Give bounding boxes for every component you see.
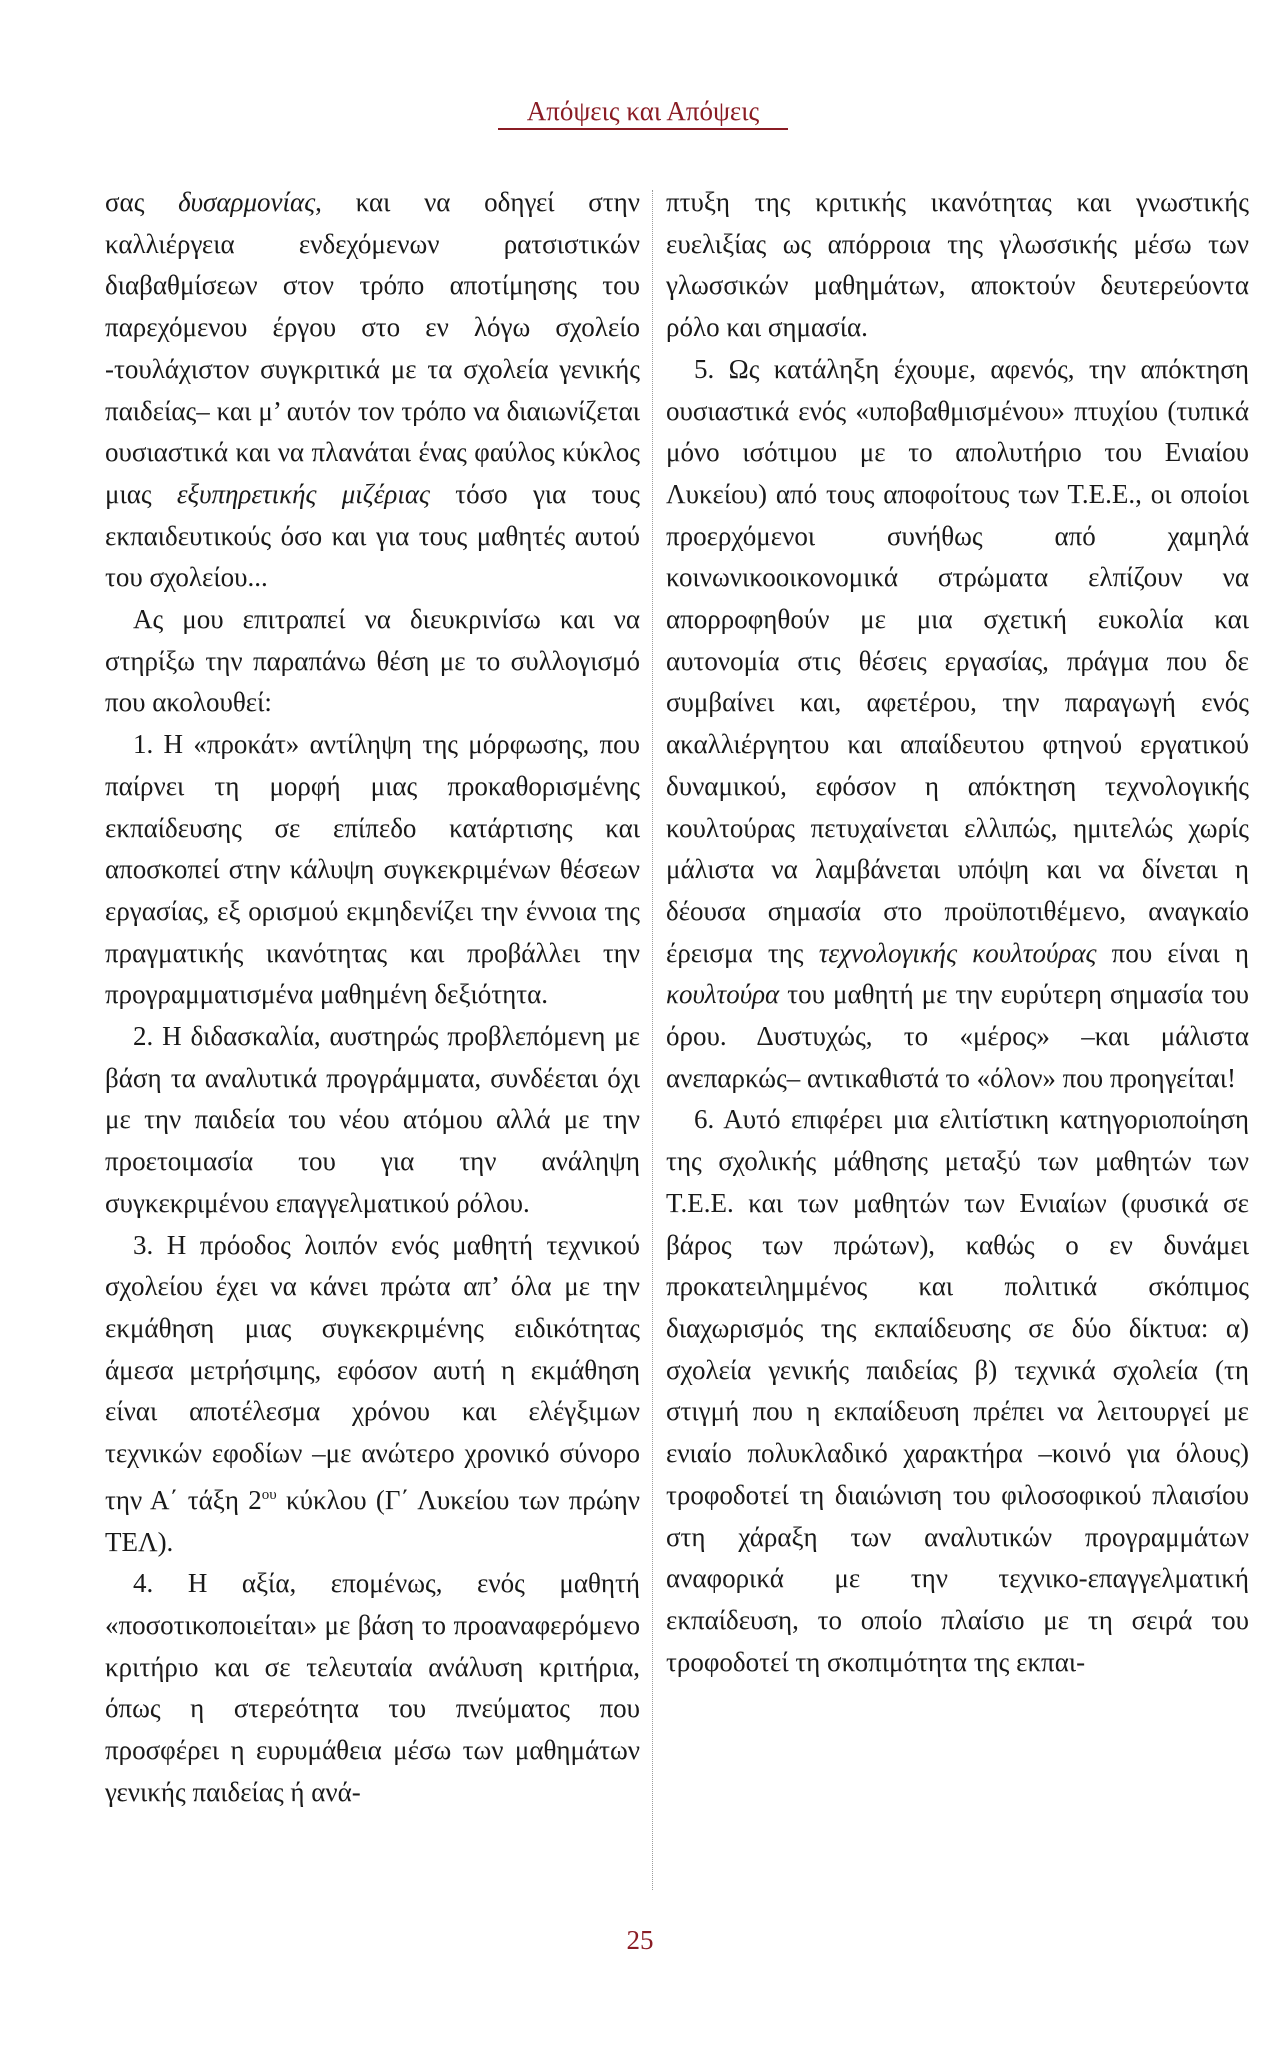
text-run: 3. Η πρόοδος λοιπόν ενός μαθητή τεχνικού σχολείου έχει να κάνει πρώτα απ’ όλα με την εκμάθηση μιας συγκεκριμένης ειδικότητας άμεσα μετρήσιμης, εφόσον αυτή η εκμάθηση είναι αποτέλεσμα χρόνου και ελέγξιμων τεχνικών εφοδίων –με ανώτερο χρονικό σύνορο την Α΄ τάξη 2 — [105, 1229, 640, 1515]
text-run: κύκλου (Γ΄ Λυκείου των πρώην ΤΕΛ). — [105, 1484, 640, 1557]
text-run: 5. Ως κατάληξη έχουμε, αφενός, την απόκτηση ουσιαστικά ενός «υποβαθμισμένου» πτυχίου (τυπικά μόνο ισότιμου με το απολυτήριο του Ενιαίου Λυκείου) από τους αποφοίτους των Τ.Ε.Ε., οι οποίοι προερχόμενοι συνήθως από χαμηλά κοινωνικοοικονομικά στρώματα ελπίζουν να απορροφηθούν με μια σχετική ευκολία και αυτονομία στις θέσεις εργασίας, πράγμα που δε συμβαίνει και, αφετέρου, την παραγωγή ενός ακαλλιέργητου και απαίδευτου φτηνού εργατικού δυναμικού, εφόσον η απόκτηση τεχνολογικής κουλτούρας πετυχαίνεται ελλιπώς, ημιτελώς χωρίς μάλιστα να λαμβάνεται υπόψη και να δίνεται η δέουσα σημασία στο προϋποτιθέμενο, αναγκαίο έρεισμα της — [666, 353, 1249, 968]
right-column — [666, 182, 1249, 1683]
emphasis: τεχνολογικής κουλτούρας — [818, 937, 1097, 968]
emphasis: κουλτούρα — [666, 979, 780, 1010]
paragraph: 4. Η αξία, επομένως, ενός μαθητή «ποσοτικοποιείται» με βάση το προαναφερόμενο κριτήριο και σε τελευταία ανάλυση κριτήρια, όπως η στερεότητα του πνεύματος που προσφέρει η ευρυμάθεια μέσω των μαθημάτων γενικής παιδείας ή ανά- — [105, 1568, 640, 1807]
text-run: σας — [105, 187, 179, 217]
text-run: τόσο για τους εκπαιδευτικούς όσο και για τους μαθητές αυτού του σχολείου... — [105, 478, 640, 593]
running-header: Απόψεις και Απόψεις — [526, 96, 760, 126]
paragraph — [105, 1225, 640, 1564]
superscript: ου — [261, 1486, 277, 1503]
paragraph — [105, 182, 640, 599]
page-number: 25 — [626, 1925, 654, 1955]
emphasis: εξυπηρετικής μιζέριας — [176, 478, 430, 509]
paragraph: 1. Η «προκάτ» αντίληψη της μόρφωσης, που παίρνει τη μορφή μιας προκαθορισμένης εκπαίδευσης σε επίπεδο κατάρτισης και αποσκοπεί στην κάλυψη συγκεκριμένων θέσεων εργασίας, εξ ορισμού εκμηδενίζει την έννοια της πραγματικής ικανότητας και προβάλλει την προγραμματισμένα μαθημένη δεξιότητα. — [105, 729, 640, 1010]
paragraph: 2. Η διδασκαλία, αυστηρώς προβλεπόμενη με βάση τα αναλυτικά προγράμματα, συνδέεται όχι με την παιδεία του νέου ατόμου αλλά με την προετοιμασία του για την ανάληψη συγκεκριμένου επαγγελματικού ρόλου. — [105, 1021, 640, 1218]
text-run: που είναι η — [1096, 937, 1249, 968]
left-column — [105, 182, 640, 1813]
paragraph: 6. Αυτό επιφέρει μια ελιτίστικη κατηγοριοποίηση της σχολικής μάθησης μεταξύ των μαθητών των Τ.Ε.Ε. και των μαθητών των Ενιαίων (φυσικά σε βάρος των πρώτων), καθώς ο εν δυνάμει προκατειλημμένος και πολιτικά σκόπιμος διαχωρισμός της εκπαίδευσης σε δύο δίκτυα: α) σχολεία γενικής παιδείας β) τεχνικά σχολεία (τη στιγμή που η εκπαίδευση πρέπει να λειτουργεί με ενιαίο πολυκλαδικό χαρακτήρα –κοινό για όλους) τροφοδοτεί τη διαιώνιση του φιλοσοφικού πλαισίου στη χάραξη των αναλυτικών προγραμμάτων αναφορικά με την τεχνικο-επαγγελματική εκπαίδευση, το οποίο πλαίσιο με τη σειρά του τροφοδοτεί τη σκοπιμότητα της εκπαι- — [666, 1104, 1249, 1677]
text-run: του μαθητή με την ευρύτερη σημασία του όρου. Δυστυχώς, το «μέρος» –και μάλιστα ανεπαρκώς– αντικαθιστά το «όλον» που προηγείται! — [666, 979, 1249, 1093]
paragraph — [666, 349, 1249, 1100]
paragraph: πτυξη της κριτικής ικανότητας και γνωστικής ευελιξίας ως απόρροια της γλωσσικής μέσω των γλωσσικών μαθημάτων, αποκτούν δευτερεύοντα ρόλο και σημασία. — [666, 187, 1249, 343]
text-run: , και να οδηγεί στην καλλιέργεια ενδεχόμενων ρατσιστικών διαβαθμίσεων στον τρόπο αποτίμησης του παρεχόμενου έργου στο εν λόγω σχολείο -τουλάχιστον συγκριτικά με τα σχολεία γενικής παιδείας– και μ’ αυτόν τον τρόπο να διαιωνίζεται ουσιαστικά και να πλανάται ένας φαύλος κύκλος μιας — [105, 187, 640, 509]
column-divider — [652, 190, 653, 1890]
header-underline — [498, 128, 788, 130]
paragraph: Ας μου επιτραπεί να διευκρινίσω και να στηρίξω την παραπάνω θέση με το συλλογισμό που ακολουθεί: — [105, 604, 640, 718]
emphasis: δυσαρμονίας — [178, 187, 316, 217]
